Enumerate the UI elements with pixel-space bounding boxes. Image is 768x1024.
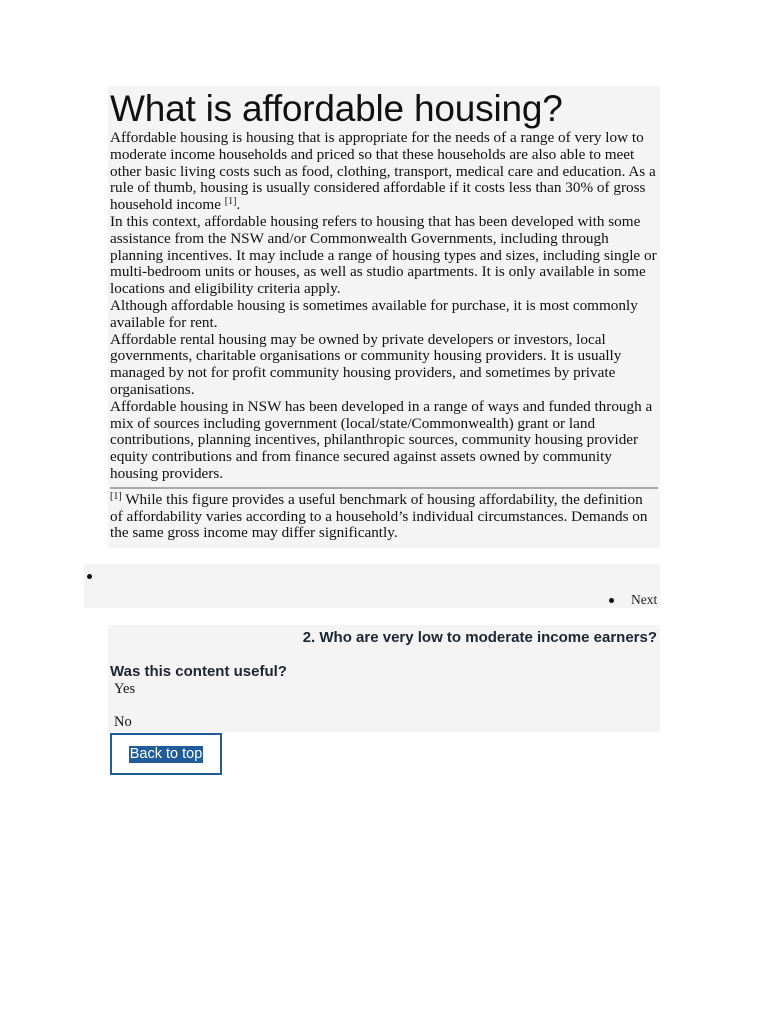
paragraph-context: In this context, affordable housing refers to housing that has been developed with some assistance from the NSW and/or Commonwealth Governments, including through planning incentives. It may include a range of housing types and sizes, including single or multi-bedroom units or houses, as well as studio apartments. It is only available in some locations and eligibility criteria apply. <box>110 212 657 298</box>
paragraph-intro-text: Affordable housing is housing that is appropriate for the needs of a range of very low to moderate income households and priced so that these households are also able to meet other basic living costs such as food, clothing, transport, medical care and education. As a rule of thumb, housing is usually considered affordable if it costs less than 30% of gross household income <box>110 129 656 214</box>
paragraph-funding: Affordable housing in NSW has been developed in a range of ways and funded through a mix of sources including government (local/state/Commonwealth) grant or land contributions, planning incentives, philanthropic sources, community housing provider equity contributions and from finance secured against assets owned by community housing providers. <box>110 397 653 482</box>
article-section <box>108 86 660 548</box>
footnote <box>110 492 658 542</box>
footnote-reference-link[interactable]: [1] <box>224 196 237 208</box>
page-title: What is affordable housing? <box>110 88 563 129</box>
back-to-top-label: Back to top <box>129 745 203 762</box>
back-to-top-button[interactable] <box>110 733 222 775</box>
footnote-reference-end: . <box>236 196 241 214</box>
feedback-no-option[interactable]: No <box>114 714 132 730</box>
footnote-divider <box>110 487 658 489</box>
feedback-question: Was this content useful? <box>110 663 287 680</box>
next-bullet-icon <box>609 598 614 603</box>
paragraph-intro <box>110 130 658 214</box>
next-link[interactable]: Next <box>631 592 658 607</box>
paragraph-purchase: Although affordable housing is sometimes available for purchase, it is most commonly available for rent. <box>110 296 638 331</box>
footnote-text: While this figure provides a useful benchmark of housing affordability, the definition of affordability varies according to a household’s individual circumstances. Demands on the same gross income may differ significantly. <box>110 490 648 542</box>
pagination <box>84 564 660 608</box>
feedback-section <box>108 625 660 732</box>
bullet-icon <box>87 574 92 579</box>
footnote-marker: [1] <box>110 490 122 502</box>
feedback-yes-option[interactable]: Yes <box>114 681 136 697</box>
paragraph-ownership: Affordable rental housing may be owned by private developers or investors, local governments, charitable organisations or community housing providers. It is usually managed by not for profit community housing providers, and sometimes by private organisations. <box>110 330 622 398</box>
next-page-title-link[interactable]: 2. Who are very low to moderate income earners? <box>302 629 657 646</box>
